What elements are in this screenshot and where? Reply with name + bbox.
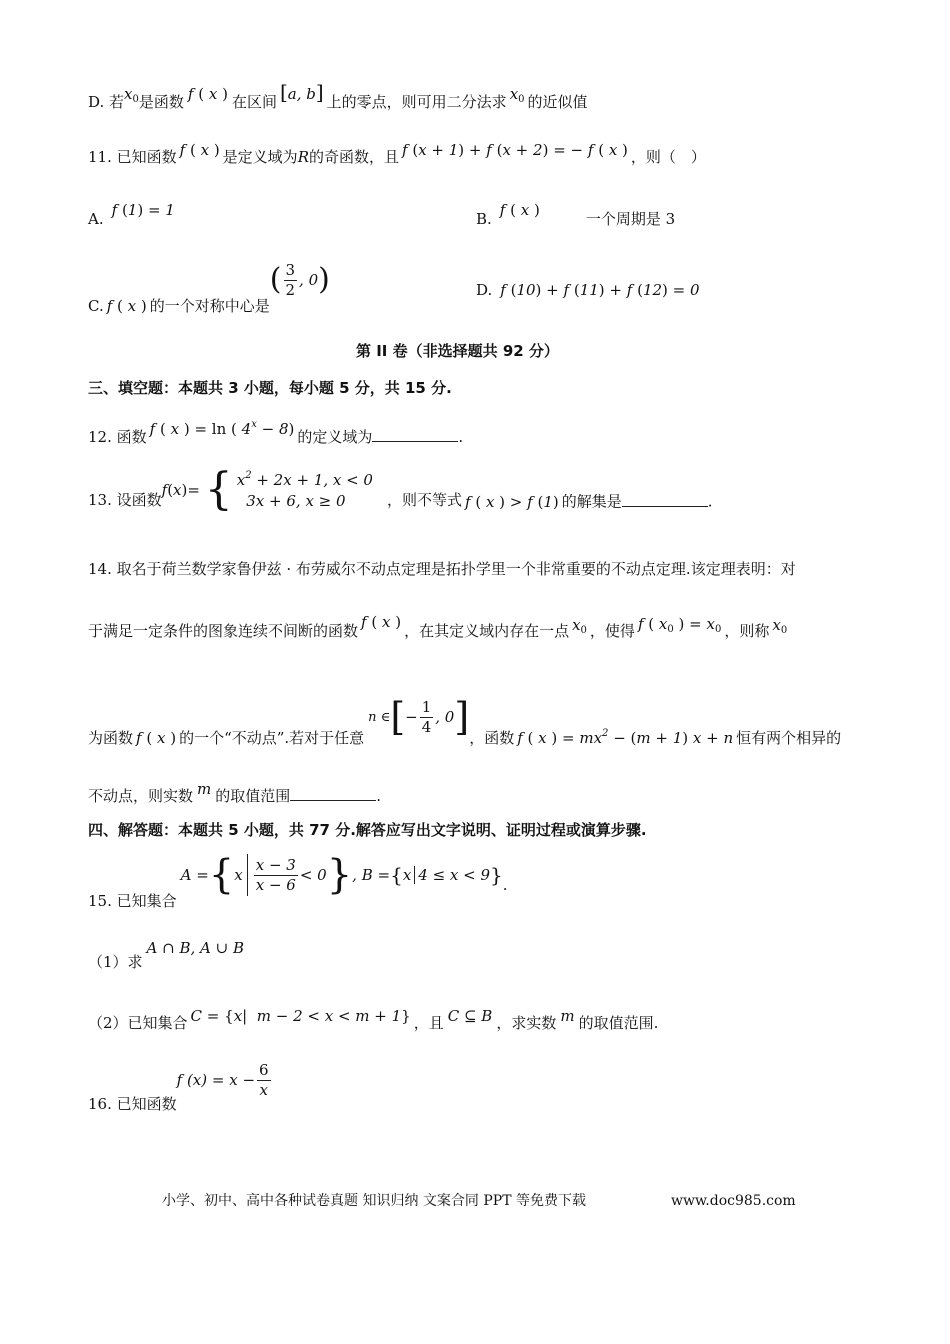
q10-option-d: D. 若$x_0$是函数 f ( x ) 在区间 [a, b] 上的零点，则可用二分法求 $x_0$ 的近似值 bbox=[88, 80, 588, 111]
q11-option-a: A. f (1) = 1 bbox=[88, 201, 175, 228]
math-fx: f ( x ) bbox=[499, 201, 540, 219]
math-fx: f ( x ) bbox=[361, 613, 402, 631]
math-set-c: C = {x| m − 2 < x < m + 1} bbox=[190, 1007, 411, 1025]
math-fx-x-minus-6-over-x: f (x) = x − $\frac{6}{x}$ bbox=[176, 1061, 269, 1099]
math-x0: $x_0$ bbox=[124, 85, 139, 105]
part-3-title: 三、填空题：本题共 3 小题，每小题 5 分，共 15 分. bbox=[88, 379, 452, 397]
math-fx: f ( x ) bbox=[179, 141, 220, 159]
math-f1-eq-1: f (1) = 1 bbox=[111, 201, 175, 219]
math-functional-equation: f (x + 1) + f (x + 2) = − f ( x ) bbox=[402, 141, 628, 159]
footer-link[interactable]: www.doc985.com bbox=[671, 1193, 796, 1209]
q15-part1: （1）求A ∩ B, A ∪ B bbox=[88, 939, 245, 971]
math-m: m bbox=[560, 1007, 575, 1025]
math-x0: $x_0$ bbox=[772, 616, 788, 636]
math-fixed-point-eq: f ( $x_0$ ) = $x_0$ bbox=[637, 615, 722, 635]
q11-option-b: B. f ( x ) 一个周期是 3 bbox=[476, 201, 676, 228]
answer-blank[interactable] bbox=[372, 429, 458, 442]
q11-option-c: C. f ( x ) 的一个对称中心是 ( $\frac{3}{2}$ , 0 ) bbox=[88, 261, 330, 315]
q14-line3: 为函数 f ( x ) 的一个“不动点”.若对于任意 n ∈ [ − $\frac{1}{4}$ , 0 ] ，函数 f ( x ) = $mx^2 - (m + 1) x + n$ 恒有两个相异的 bbox=[88, 695, 842, 747]
answer-blank[interactable] bbox=[290, 788, 376, 801]
q15-part2: （2）已知集合 C = {x| m − 2 < x < m + 1} ，且 C ⊆ B ，求实数 m 的取值范围. bbox=[88, 1007, 659, 1032]
math-x0: $x_0$ bbox=[572, 616, 587, 636]
q15-stem: 15. 已知集合A = { x $\frac{x - 3}{x - 6}$ < 0 } , B = { x 4 ≤ x < 9 } . bbox=[88, 852, 508, 910]
math-interval-ab: [a, b] bbox=[279, 80, 324, 104]
q16-stem: 16. 已知函数f (x) = x − $\frac{6}{x}$ bbox=[88, 1062, 273, 1098]
math-sets-a-b: A = { x $\frac{x - 3}{x - 6}$ < 0 } , B = { x 4 ≤ x < 9 } bbox=[180, 852, 503, 898]
math-fx: f ( x ) bbox=[106, 297, 147, 315]
q14-line1: 14. 取名于荷兰数学家鲁伊兹 · 布劳威尔不动点定理是拓扑学里一个非常重要的不动点定理.该定理表明：对 bbox=[88, 560, 796, 578]
math-piecewise-function: f ( x ) = { $x^2 + 2x + 1$, x < 0 3x + 6, x ≥ 0 bbox=[161, 464, 373, 515]
q12: 12. 函数 f ( x ) = ln ( $4^x - 8$) 的定义域为 . bbox=[88, 419, 464, 446]
q11-stem: 11. 已知函数 f ( x ) 是定义域为R的奇函数，且 f (x + 1) + f (x + 2) = − f ( x ) ，则（ ） bbox=[88, 141, 706, 166]
q14-line4: 不动点，则实数 m 的取值范围 . bbox=[88, 780, 382, 805]
math-x0: $x_0$ bbox=[509, 85, 525, 105]
math-m: m bbox=[197, 780, 212, 798]
part-4-title: 四、解答题：本题共 5 小题，共 77 分.解答应写出文字说明、证明过程或演算步骤. bbox=[88, 821, 647, 839]
math-intersection-union: A ∩ B, A ∪ B bbox=[146, 939, 245, 957]
math-fx: f ( x ) bbox=[187, 85, 228, 103]
math-inequality: f ( x ) > f (1) bbox=[464, 492, 559, 511]
math-f10-f11-f12: f (10) + f (11) + f (12) = 0 bbox=[500, 281, 700, 299]
q11-option-d: D. f (10) + f (11) + f (12) = 0 bbox=[476, 281, 700, 299]
footer-text: 小学、初中、高中各种试卷真题 知识归纳 文案合同 PPT 等免费下载 bbox=[162, 1193, 586, 1209]
math-ln-function: f ( x ) = ln ( $4^x - 8$) bbox=[149, 419, 295, 438]
q14-line2: 于满足一定条件的图象连续不间断的函数 f ( x ) ，在其定义域内存在一点 $x_0$ ，使得 f ( $x_0$ ) = $x_0$ ，则称 $x_0$ bbox=[88, 613, 788, 640]
math-fx: f ( x ) bbox=[136, 728, 177, 747]
math-center-point: ( $\frac{3}{2}$ , 0 ) bbox=[269, 261, 330, 299]
answer-blank[interactable] bbox=[622, 494, 708, 507]
math-n-interval: n ∈ [ − $\frac{1}{4}$ , 0 ] bbox=[368, 695, 470, 739]
math-quadratic-function: f ( x ) = $mx^2 - (m + 1) x + n$ bbox=[517, 727, 734, 747]
math-c-subset-b: C ⊆ B bbox=[447, 1007, 493, 1025]
section-2-title: 第 II 卷（非选择题共 92 分） bbox=[356, 342, 559, 360]
q13: 13. 设函数f ( x ) = { $x^2 + 2x + 1$, x < 0 3x + 6, x ≥ 0 ，则不等式 f ( x ) > f (1) 的解集是 . bbox=[88, 464, 713, 515]
